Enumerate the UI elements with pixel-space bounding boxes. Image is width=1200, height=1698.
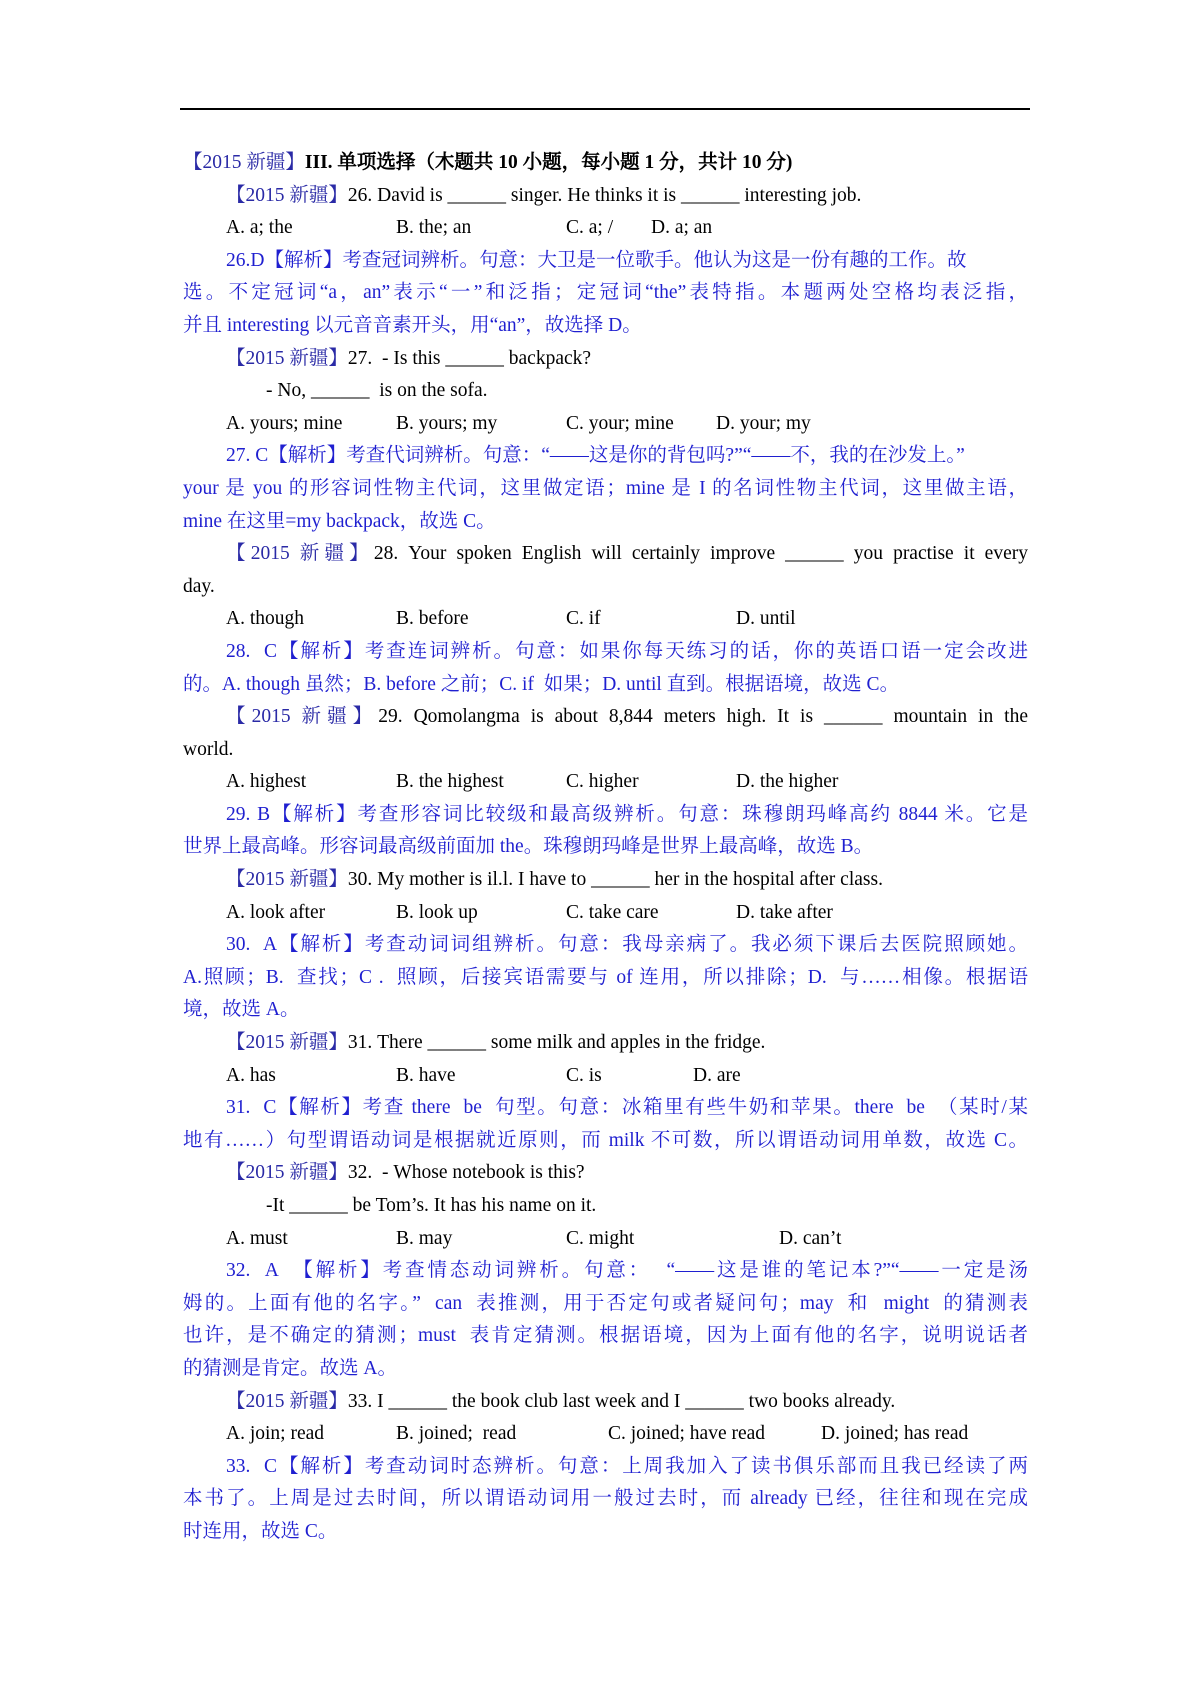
analysis-30-line-2: A.照顾；B. 查找；C . 照顾，后接宾语需要与 of 连用，所以排除；D. 与……相像。根据语: [183, 966, 1028, 988]
question-28-stem-cont: day.: [183, 575, 215, 597]
question-29-stem: [183, 701, 1028, 734]
section-tag: 【2015 新疆】: [183, 152, 305, 173]
option-b: B. may: [396, 1227, 453, 1249]
analysis-32-line-1: 32. A 【解析】考查情态动词辨析。句意： “——这是谁的笔记本?”“——一定是汤: [226, 1260, 1028, 1282]
option-d: D. can’t: [779, 1227, 842, 1249]
analysis-31-line-1: 31. C【解析】考查 there be 句型。句意：冰箱里有些牛奶和苹果。there be （某时/某: [226, 1097, 1028, 1119]
option-a: A. must: [226, 1227, 288, 1249]
option-a: A. highest: [226, 771, 307, 793]
question-text: 29. Qomolangma is about 8,844 meters high. It is ______ mountain in the: [378, 706, 1028, 728]
question-text: 32. - Whose notebook is this?: [347, 1162, 585, 1184]
question-32-reply: -It ______ be Tom’s. It has his name on it.: [266, 1195, 597, 1216]
option-a: A. a; the: [226, 217, 293, 239]
analysis-32-line-3: 也许，是不确定的猜测；must 表肯定猜测。根据语境，因为上面有他的名字，说明说话者: [183, 1325, 1028, 1347]
analysis-31-line-2: 地有……）句型谓语动词是根据就近原则，而 milk 不可数，所以谓语动词用单数，故选 C。: [183, 1129, 1028, 1151]
option-d: D. the higher: [736, 771, 839, 793]
question-text: 27. - Is this ______ backpack?: [347, 347, 592, 369]
analysis-33-line-2: 本书了。上周是过去时间，所以谓语动词用一般过去时，而 already 已经，往往和现在完成: [183, 1488, 1028, 1510]
option-d: D. until: [736, 608, 796, 630]
option-c: C. joined; have read: [608, 1423, 766, 1445]
option-d: D. are: [693, 1064, 741, 1086]
question-text: 31. There ______ some milk and apples in the fridge.: [347, 1032, 766, 1054]
option-c: C. take care: [566, 901, 659, 923]
analysis-29-line-2: 世界上最高峰。形容词最高级前面加 the。珠穆朗玛峰是世界上最高峰，故选 B。: [183, 836, 874, 858]
option-c: C. is: [566, 1064, 602, 1086]
question-text: 33. I ______ the book club last week and I ______ two books already.: [347, 1390, 896, 1412]
option-a: A. look after: [226, 901, 326, 923]
analysis-26-line-3: 并且 interesting 以元音音素开头，用“an”，故选择 D。: [183, 314, 642, 336]
question-text: 30. My mother is il.l. I have to ______ her in the hospital after class.: [347, 869, 883, 891]
option-d: D. your; my: [716, 412, 811, 434]
analysis-28-line-1: 28. C【解析】考查连词辨析。句意：如果你每天练习的话，你的英语口语一定会改进: [226, 640, 1028, 662]
question-31-stem: [183, 1027, 1028, 1060]
analysis-30-line-1: 30. A【解析】考查动词词组辨析。句意：我母亲病了。我必须下课后去医院照顾她。: [226, 934, 1028, 956]
question-tag: 【2015 新疆】: [226, 347, 348, 369]
question-tag: 【2015 新疆】: [226, 869, 348, 891]
question-tag: 【2015 新疆】: [226, 1162, 348, 1184]
section-title: III. 单项选择（木题共 10 小题，每小题 1 分，共计 10 分): [304, 152, 793, 173]
question-28-stem: [183, 538, 1028, 571]
question-text: 26. David is ______ singer. He thinks it is ______ interesting job.: [347, 184, 862, 206]
question-33-options: [183, 1418, 1028, 1451]
question-30-options: [183, 897, 1028, 930]
question-26-stem: [183, 180, 1028, 213]
option-b: B. yours; my: [396, 412, 498, 434]
question-tag: 【2015 新疆】: [226, 543, 374, 565]
option-b: B. joined; read: [396, 1423, 517, 1445]
option-c: C. if: [566, 608, 601, 630]
option-b: B. look up: [396, 901, 478, 923]
option-b: B. the highest: [396, 771, 504, 793]
analysis-30-line-3: 境，故选 A。: [183, 999, 300, 1021]
question-tag: 【2015 新疆】: [226, 706, 379, 728]
question-29-options: [183, 766, 1028, 799]
option-c: C. a; /: [566, 217, 614, 239]
question-tag: 【2015 新疆】: [226, 1032, 348, 1054]
option-d: D. joined; has read: [821, 1423, 969, 1445]
analysis-27-line-2: your 是 you 的形容词性物主代词，这里做定语；mine 是 I 的名词性物主代词，这里做主语，: [183, 477, 1028, 499]
question-text: 28. Your spoken English will certainly improve ______ you practise it every: [373, 543, 1028, 565]
analysis-29-line-1: 29. B【解析】考查形容词比较级和最高级辨析。句意：珠穆朗玛峰高约 8844 米。它是: [226, 803, 1028, 825]
section-heading: [183, 147, 1028, 180]
analysis-33-line-3: 时连用，故选 C。: [183, 1520, 338, 1542]
option-b: B. the; an: [396, 217, 472, 239]
analysis-28-line-2: 的。A. though 虽然；B. before 之前；C. if 如果；D. until 直到。根据语境，故选 C。: [183, 673, 900, 695]
question-tag: 【2015 新疆】: [226, 184, 348, 206]
question-27-stem: [183, 343, 1028, 376]
option-a: A. has: [226, 1064, 276, 1086]
option-c: C. higher: [566, 771, 639, 793]
question-27-options: [183, 408, 1028, 441]
question-26-options: [183, 212, 1028, 245]
option-b: B. before: [396, 608, 469, 630]
option-b: B. have: [396, 1064, 456, 1086]
analysis-33-line-1: 33. C【解析】考查动词时态辨析。句意：上周我加入了读书俱乐部而且我已经读了两: [226, 1455, 1028, 1477]
analysis-32-line-4: 的猜测是肯定。故选 A。: [183, 1357, 397, 1379]
option-a: A. though: [226, 608, 304, 630]
analysis-27-line-3: mine 在这里=my backpack，故选 C。: [183, 510, 496, 532]
option-d: D. take after: [736, 901, 833, 923]
question-32-stem: [183, 1157, 1028, 1190]
question-29-stem-cont: world.: [183, 738, 234, 760]
analysis-27-line-1: 27. C【解析】考查代词辨析。句意：“——这是你的背包吗?”“——不，我的在沙发上。”: [226, 445, 965, 467]
question-28-options: [183, 603, 1028, 636]
question-27-reply: - No, ______ is on the sofa.: [266, 380, 488, 402]
question-33-stem: [183, 1386, 1028, 1419]
option-c: C. your; mine: [566, 412, 674, 434]
header-rule: [180, 108, 1030, 110]
analysis-32-line-2: 姆的。上面有他的名字。” can 表推测，用于否定句或者疑问句；may 和 might 的猜测表: [183, 1292, 1028, 1314]
question-31-options: [183, 1060, 1028, 1093]
option-a: A. join; read: [226, 1423, 325, 1445]
question-tag: 【2015 新疆】: [226, 1390, 348, 1412]
document-body: [183, 147, 1028, 1549]
analysis-26-line-2: 选。不定冠词“a，an”表示“一”和泛指；定冠词“the”表特指。本题两处空格均表泛指，: [183, 282, 1028, 304]
option-a: A. yours; mine: [226, 412, 343, 434]
question-32-options: [183, 1223, 1028, 1256]
analysis-26-line-1: 26.D【解析】考查冠词辨析。句意：大卫是一位歌手。他认为这是一份有趣的工作。故: [226, 249, 967, 271]
option-d: D. a; an: [651, 217, 713, 239]
question-30-stem: [183, 864, 1028, 897]
option-c: C. might: [566, 1227, 635, 1249]
